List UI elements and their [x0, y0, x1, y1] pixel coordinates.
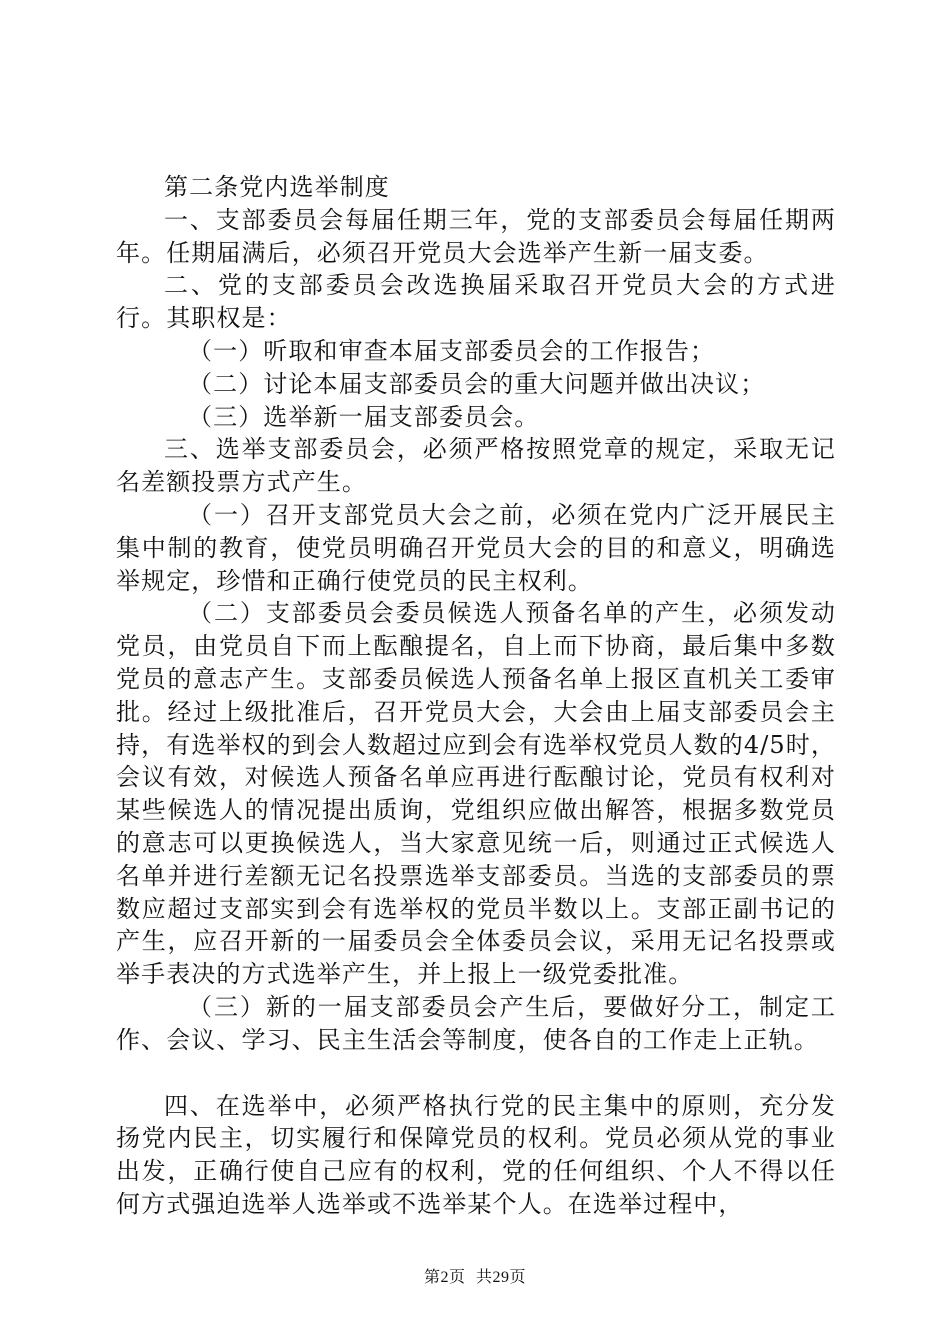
- page-number: 第2页: [423, 1269, 466, 1286]
- list-item-rule-2: （二）支部委员会委员候选人预备名单的产生，必须发动党员，由党员自下而上酝酿提名，自上而下协商，最后集中多数党员的意志产生。支部委员候选人预备名单上报区直机关工委审批。经过上级批准后，召开党员大会，大会由上届支部委员会主持，有选举权的到会人数超过应到会有选举权党员人数的4/5时，会议有效，对候选人预备名单应再进行酝酿讨论，党员有权利对某些候选人的情况提出质询，党组织应做出解答，根据多数党员的意志可以更换候选人，当大家意见统一后，则通过正式候选人名单并进行差额无记名投票选举支部委员。当选的支部委员的票数应超过支部实到会有选举权的党员半数以上。支部正副书记的产生，应召开新的一届委员会全体委员会议，采用无记名投票或举手表决的方式选举产生，并上报上一级党委批准。: [116, 599, 836, 989]
- section-heading: 第二条党内选举制度: [164, 173, 390, 201]
- list-item-rule-3: （三）新的一届支部委员会产生后，要做好分工，制定工作、会议、学习、民主生活会等制度，使各自的工作走上正轨。: [116, 992, 836, 1054]
- page-total: 共29页: [476, 1269, 527, 1286]
- paragraph-democratic-principle: 四、在选举中，必须严格执行党的民主集中的原则，充分发扬党内民主，切实履行和保障党员的权利。党员必须从党的事业出发，正确行使自己应有的权利，党的任何组织、个人不得以任何方式强迫选举人选举或不选举某个人。在选举过程中，: [116, 1091, 836, 1218]
- list-item-duty-1: （一）听取和审查本届支部委员会的工作报告；: [188, 336, 716, 365]
- paragraph-election-rules: 三、选举支部委员会，必须严格按照党章的规定，采取无记名差额投票方式产生。: [116, 435, 836, 497]
- list-item-duty-3: （三）选举新一届支部委员会。: [188, 402, 540, 431]
- page-footer: [0, 1268, 950, 1288]
- paragraph-spacer: [116, 1057, 836, 1090]
- document-body: [116, 171, 836, 1221]
- paragraph-term: 一、支部委员会每届任期三年，党的支部委员会每届任期两年。任期届满后，必须召开党员大会选举产生新一届支委。: [116, 205, 836, 267]
- list-item-duty-2: （二）讨论本届支部委员会的重大问题并做出决议；: [188, 369, 766, 398]
- paragraph-election-method: 二、党的支部委员会改选换届采取召开党员大会的方式进行。其职权是：: [116, 271, 836, 333]
- list-item-rule-1: （一）召开支部党员大会之前，必须在党内广泛开展民主集中制的教育，使党员明确召开党员大会的目的和意义，明确选举规定，珍惜和正确行使党员的民主权利。: [116, 500, 836, 595]
